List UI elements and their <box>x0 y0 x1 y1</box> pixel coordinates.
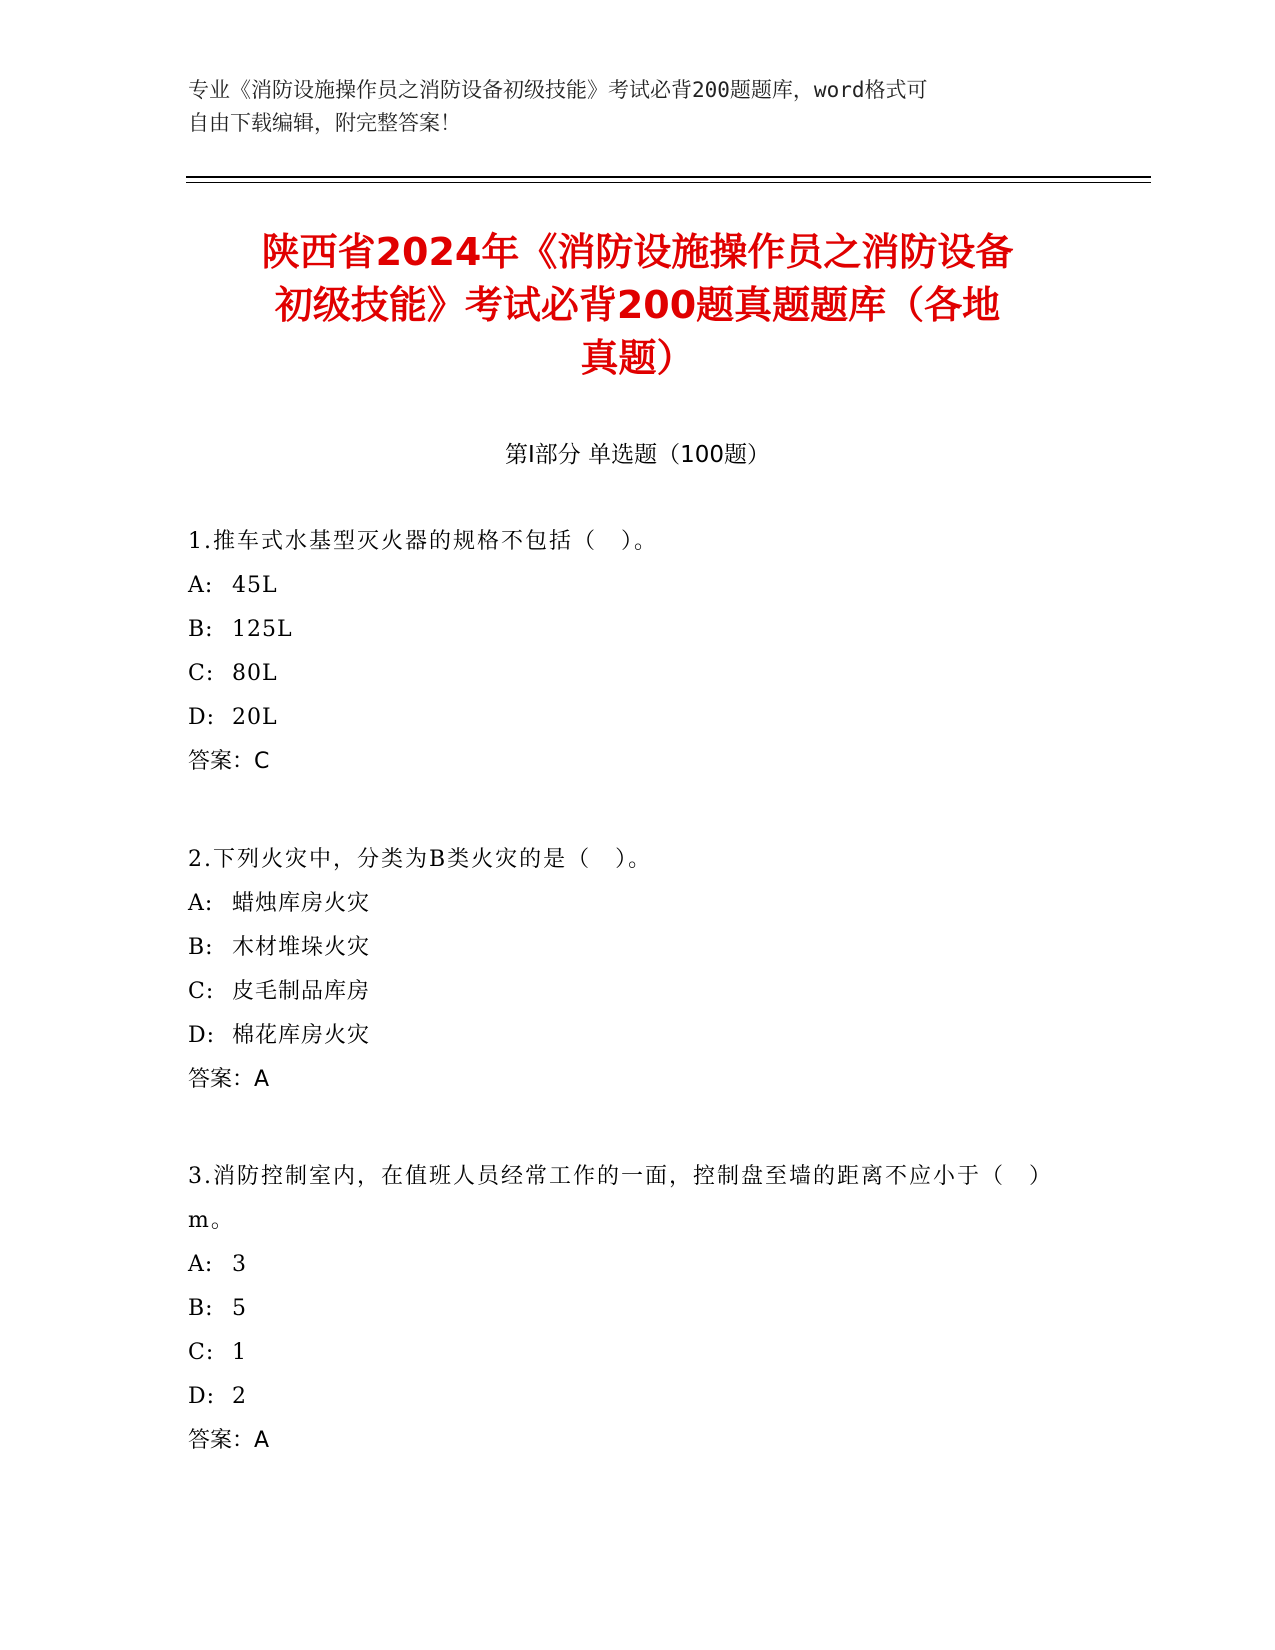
question-3 <box>188 1155 1068 1463</box>
option-value: 3 <box>232 1252 247 1277</box>
option-key: D: <box>188 1384 216 1409</box>
option-d <box>188 1375 1068 1419</box>
option-c <box>188 652 1088 696</box>
title-line2: 初级技能》考试必背200题真题题库（各地 <box>274 283 1001 327</box>
option-key: A: <box>188 573 214 598</box>
option-key: B: <box>188 617 214 642</box>
header-note-line2: 自由下载编辑，附完整答案！ <box>188 111 461 135</box>
option-key: C: <box>188 979 215 1004</box>
answer: 答案：C <box>188 749 270 774</box>
question-1 <box>188 520 1088 784</box>
option-value: 125L <box>232 617 293 642</box>
question-text: 2.下列火灾中，分类为B类火灾的是（ ）。 <box>188 847 653 872</box>
option-key: A: <box>188 1252 214 1277</box>
header-note <box>188 74 1088 140</box>
option-value: 皮毛制品库房 <box>232 979 371 1004</box>
answer: 答案：A <box>188 1428 270 1453</box>
option-key: C: <box>188 1340 215 1365</box>
option-value: 棉花库房火灾 <box>232 1023 371 1048</box>
option-value: 5 <box>232 1296 247 1321</box>
option-key: B: <box>188 1296 214 1321</box>
option-c <box>188 970 1088 1014</box>
option-key: C: <box>188 661 215 686</box>
answer: 答案：A <box>188 1067 270 1092</box>
option-a <box>188 1243 1068 1287</box>
header-rule-thin <box>186 182 1151 183</box>
question-text: 1.推车式水基型灭火器的规格不包括（ ）。 <box>188 529 658 554</box>
option-value: 蜡烛库房火灾 <box>232 891 371 916</box>
option-value: 2 <box>232 1384 247 1409</box>
option-b <box>188 1287 1068 1331</box>
option-value: 45L <box>232 573 278 598</box>
question-2 <box>188 838 1088 1102</box>
title-line1: 陕西省2024年《消防设施操作员之消防设备 <box>261 230 1014 274</box>
option-key: A: <box>188 891 214 916</box>
option-value: 20L <box>232 705 278 730</box>
option-b <box>188 926 1088 970</box>
option-b <box>188 608 1088 652</box>
option-key: D: <box>188 705 216 730</box>
option-c <box>188 1331 1068 1375</box>
option-value: 1 <box>232 1340 247 1365</box>
header-note-line1: 专业《消防设施操作员之消防设备初级技能》考试必背200题题库，word格式可 <box>188 78 928 102</box>
header-rule-thick <box>186 176 1151 178</box>
option-d <box>188 1014 1088 1058</box>
document-title <box>150 226 1125 385</box>
option-value: 木材堆垛火灾 <box>232 935 371 960</box>
option-a <box>188 882 1088 926</box>
option-key: D: <box>188 1023 216 1048</box>
option-a <box>188 564 1088 608</box>
option-key: B: <box>188 935 214 960</box>
title-line3: 真题） <box>580 336 695 380</box>
option-d <box>188 696 1088 740</box>
question-text: 3.消防控制室内，在值班人员经常工作的一面，控制盘至墙的距离不应小于（ ）m。 <box>188 1164 1053 1233</box>
option-value: 80L <box>232 661 278 686</box>
section-heading: 第Ⅰ部分 单选题（100题） <box>505 442 770 468</box>
